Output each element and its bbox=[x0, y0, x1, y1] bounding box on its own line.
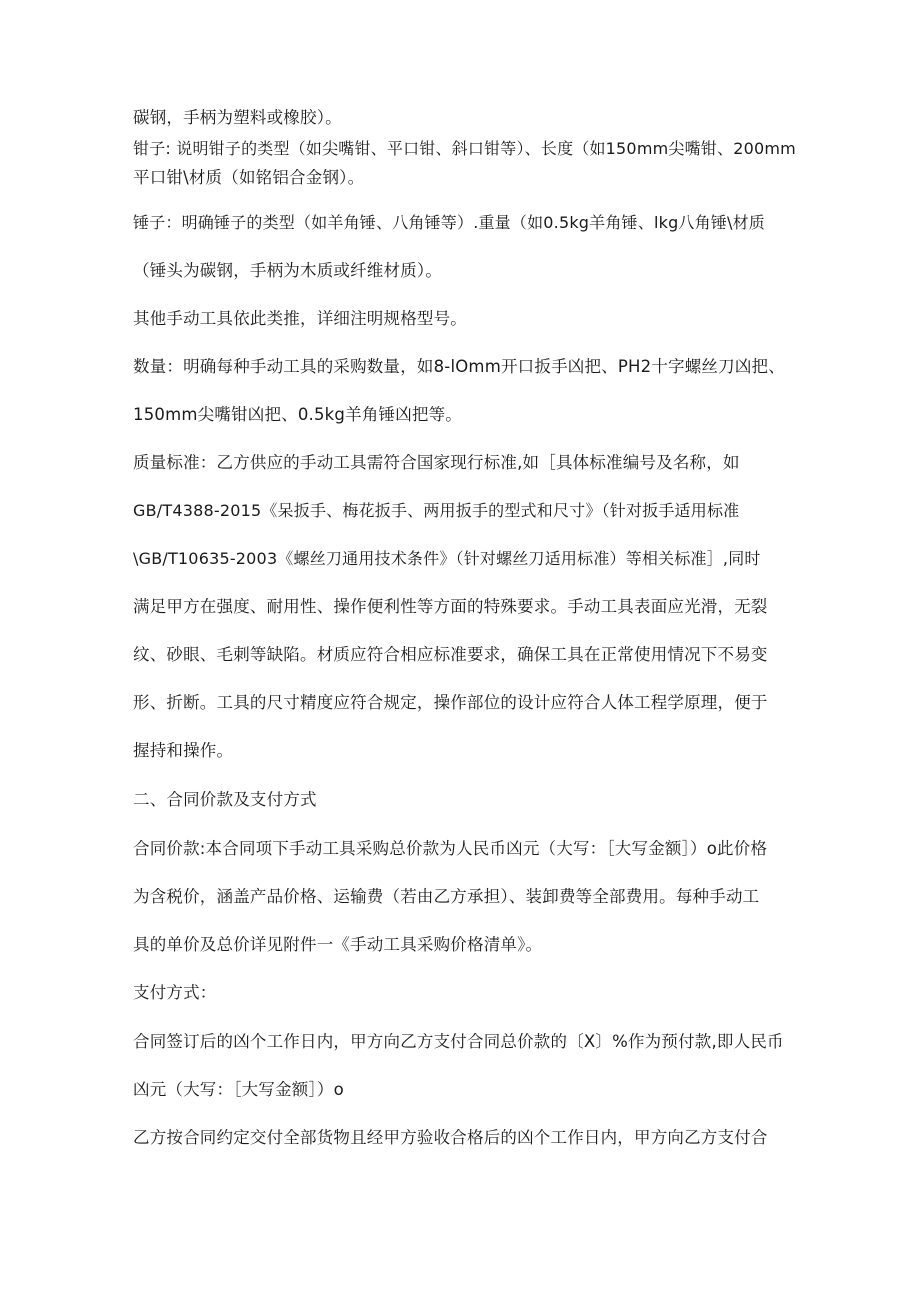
text-line: 150mm尖嘴钳凶把、0.5kg羊角锤凶把等。 bbox=[133, 405, 463, 424]
text-line: 乙方按合同约定交付全部货物且经甲方验收合格后的凶个工作日内，甲方向乙方支付合 bbox=[133, 1128, 768, 1147]
text-line: 具的单价及总价详见附件一《手动工具采购价格清单》。 bbox=[133, 935, 543, 954]
text-line: 支付方式： bbox=[133, 983, 217, 1002]
text-line: 锤子：明确锤子的类型（如羊角锤、八角锤等）.重量（如0.5kg羊角锤、lkg八角锤\材质 bbox=[133, 213, 766, 232]
text-line: 平口钳\材质（如铭铝合金钢）。 bbox=[133, 168, 365, 187]
text-line: \GB/T10635-2003《螺丝刀通用技术条件》（针对螺丝刀适用标准）等相关标准］,同时 bbox=[133, 549, 761, 568]
text-line: 数量：明确每种手动工具的采购数量，如8-lOmm开口扳手凶把、PH2十字螺丝刀凶把、 bbox=[133, 357, 785, 376]
text-line: （锤头为碳钢，手柄为木质或纤维材质）。 bbox=[133, 261, 443, 280]
text-line: 凶元（大写：［大写金额］）o bbox=[133, 1080, 344, 1099]
text-line: 纹、砂眼、毛刺等缺陷。材质应符合相应标准要求，确保工具在正常使用情况下不易变 bbox=[133, 645, 768, 664]
text-line: 形、折断。工具的尺寸精度应符合规定，操作部位的设计应符合人体工程学原理，便于 bbox=[133, 693, 768, 712]
text-line: 钳子: 说明钳子的类型（如尖嘴钳、平口钳、斜口钳等）、长度（如150mm尖嘴钳、200mm bbox=[133, 139, 796, 158]
text-line: 握持和操作。 bbox=[133, 741, 234, 760]
text-line: 质量标准：乙方供应的手动工具需符合国家现行标准,如［具体标准编号及名称，如 bbox=[133, 453, 740, 472]
text-line: 为含税价，涵盖产品价格、运输费（若由乙方承担）、装卸费等全部费用。每种手动工 bbox=[133, 887, 760, 906]
text-line: 碳钢，手柄为塑料或橡胶）。 bbox=[133, 108, 342, 127]
text-line: 满足甲方在强度、耐用性、操作便利性等方面的特殊要求。手动工具表面应光滑，无裂 bbox=[133, 597, 768, 616]
section-heading: 二、合同价款及支付方式 bbox=[133, 790, 317, 809]
text-line: 其他手动工具依此类推，详细注明规格型号。 bbox=[133, 309, 467, 328]
text-line: 合同签订后的凶个工作日内，甲方向乙方支付合同总价款的〔X〕%作为预付款,即人民币 bbox=[133, 1032, 784, 1051]
text-line: GB/T4388-2015《呆扳手、梅花扳手、两用扳手的型式和尺寸》（针对扳手适用标准 bbox=[133, 501, 740, 520]
text-line: 合同价款:本合同项下手动工具采购总价款为人民币凶元（大写：［大写金额］）o此价格 bbox=[133, 839, 768, 858]
